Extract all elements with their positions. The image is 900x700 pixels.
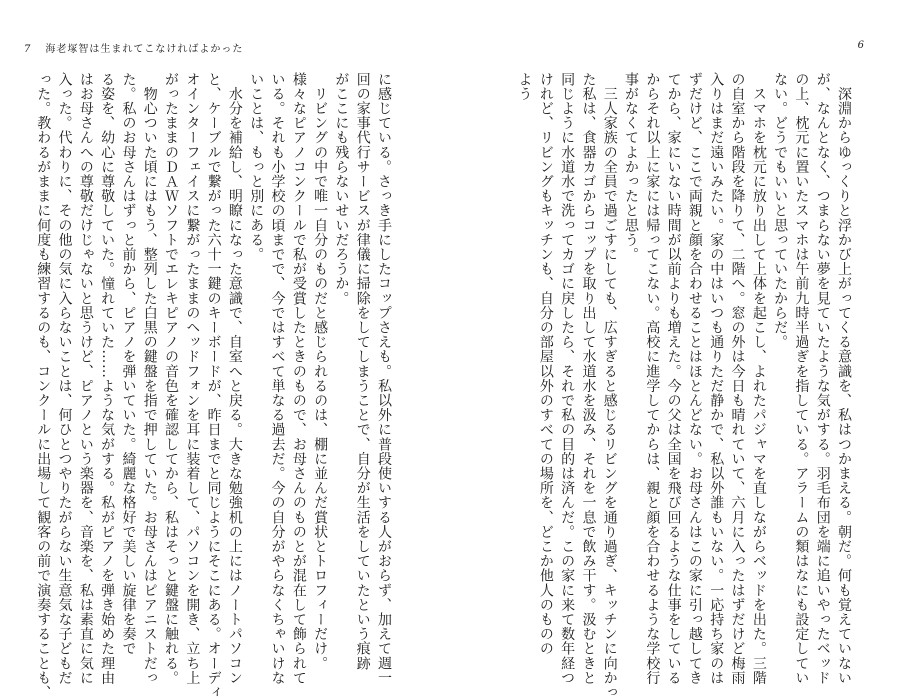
text-line: 入りはまだ遠いみたい。家の中はいつも通りただ静かで、私以外誰もいない。一応持ち家のは: [708, 72, 725, 686]
text-line: に感じている。さっき手にしたコップさえも。私以外に普段使いする人がおらず、加えて週一: [376, 72, 392, 686]
right-page: [450, 0, 900, 700]
text-line: た。私のお母さんはずっと前から、ピアノを弾いていた。綺麗な格好で美しい旋律を奏で: [120, 72, 137, 656]
text-line: オインターフェイスに繋がったままのヘッドフォンを耳に装着して、パソコンを開き、立ち上: [184, 72, 201, 686]
text-line: よう: [516, 72, 533, 102]
left-body-text: [32, 72, 394, 700]
text-line: スマホを枕元に放り出して上体を起こし、よれたパジャマを直しながらベッドを出た。三階: [750, 72, 767, 686]
text-line: 同じように水道水で洗ってカゴに戻したら、それで私の目的は済んだ。この家に来て数年経つ: [559, 72, 576, 686]
text-line: が、なんとなく、つまらない夢を見ていたような気がする。羽毛布団を端に追いやったベッド: [814, 72, 831, 686]
text-line: の上、枕元に置いたスマホは午前九時半過ぎを指している。アラームの類はなにも設定してい: [793, 72, 810, 686]
text-line: 三人家族の全員で過ごすにしても、広すぎると感じるリビングを通り過ぎ、キッチンに向かっ: [601, 72, 618, 700]
text-line: がったままのＤＡＷソフトでエレキピアノの音色を確認してから、私はそっと鍵盤に触れる。: [163, 72, 180, 686]
text-line: 回の家事代行サービスが律儀に掃除をしてしまうことで、自分が生活をしていたという痕跡: [354, 72, 371, 671]
text-line: からそれ以上に家には帰ってこない。高校に進学してからは、親と顔を合わせるような学校行: [644, 72, 661, 686]
text-line: てから、家にいない時間が以前よりも増えた。今の父は全国を飛び回るような仕事をしている: [665, 72, 682, 686]
text-line: いことは、もっと別にある。: [248, 72, 265, 262]
text-line: の自室から階段を降りて、二階へ。窓の外は今日も晴れていて、六月に入ったはずだけど梅雨: [729, 72, 746, 686]
text-line: 深淵からゆっくりと浮かび上がってくる意識を、私はつかまえる。朝だ。何も覚えていない: [836, 72, 852, 686]
text-line: 様々なピアノコンクールで私が受賞したときのもので、お母さんのものとが混在して飾られて: [290, 72, 307, 686]
text-line: 事がなくてよかったと思う。: [623, 72, 640, 262]
text-line: と、ケーブルで繋がった六十一鍵のキーボードが、昨日までと同じようにそこにある。オーディ: [205, 72, 222, 700]
text-line: はお母さんへの尊敬だけじゃないと思うけど、ピアノという楽器を、音楽を、私は素直に気に: [77, 72, 94, 686]
running-title: 海老塚智は生まれてこなければよかった: [45, 44, 244, 55]
text-line: る姿を、幼心に尊敬していた。憧れていた……ような気がする。私がピアノを弾き始めた理由: [99, 72, 116, 686]
text-line: けれど、リビングもキッチンも、自分の部屋以外のすべての場所を、どこか他人のものの: [537, 72, 554, 656]
text-line: ずだけど、ここで両親と顔を合わせることはほとんどない。お母さんはこの家に引っ越してき: [686, 72, 703, 686]
text-line: がここにも残らないせいだろうか。: [333, 72, 350, 306]
text-line: 入った。代わりに、その他の気に入らないことは、何ひとつやりたがらない生意気な子どもだ: [56, 72, 73, 686]
text-line: た私は、食器カゴからコップを取り出して水道水を汲み、それを一息で飲み干す。汲むときと: [580, 72, 597, 686]
text-line: いる。それも小学校の頃までで、今ではすべて単なる過去だ。今の自分がやらなくちゃいけな: [269, 72, 286, 686]
left-page-number: 7: [24, 44, 32, 55]
right-body-text: [513, 72, 854, 700]
text-line: ない。どうでもいいと思っていたからだ。: [772, 72, 789, 350]
text-line: 物心ついた頃にはもう、整列した白黒の鍵盤を指で押していた。お母さんはピアニストだっ: [141, 72, 158, 686]
text-line: リビングの中で唯一自分のものだと感じられるのは、棚に並んだ賞状とトロフィーだけ。: [312, 72, 329, 671]
text-line: った。教わるがままに何度も練習するのも、コンクールに出場して観客の前で演奏することも、: [35, 72, 52, 700]
right-page-number: 6: [857, 40, 864, 51]
text-line: 水分を補給し、明瞭になった意識で、自室へと戻る。大きな勉強机の上にはノートパソコン: [226, 72, 243, 686]
running-header: [24, 40, 243, 55]
